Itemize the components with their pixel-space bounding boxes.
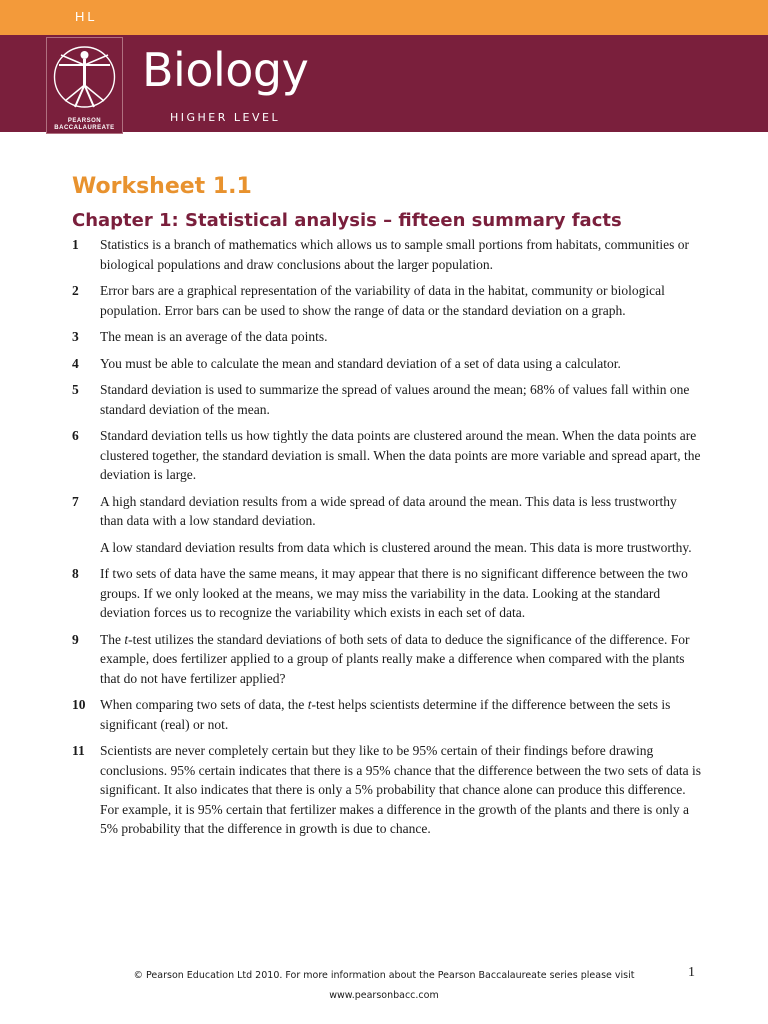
top-accent-bar	[0, 0, 768, 35]
fact-item	[72, 492, 702, 558]
level-tag: HL	[75, 9, 98, 24]
fact-item	[72, 380, 702, 419]
fact-number: 10	[72, 697, 86, 712]
worksheet-title: Worksheet 1.1	[72, 174, 252, 199]
fact-item	[72, 281, 702, 320]
fact-text: Standard deviation tells us how tightly the data points are clustered around the mean. When the data points are clustered together, the standard deviation is small. When the data points are more variable and spread apart, the deviation is large.	[100, 428, 701, 482]
fact-text: Standard deviation is used to summarize the spread of values around the mean; 68% of values fall within one standard deviation of the mean.	[100, 382, 690, 417]
fact-text: Error bars are a graphical representation of the variability of data in the habitat, community or biological population. Error bars can be used to show the range of data or the standard deviation on a graph.	[100, 283, 665, 318]
facts-list	[72, 235, 702, 846]
page-number: 1	[688, 965, 695, 980]
fact-item	[72, 630, 702, 689]
fact-number: 2	[72, 283, 79, 298]
logo-text-pearson: PEARSON	[67, 118, 102, 124]
fact-item	[72, 235, 702, 274]
fact-text: You must be able to calculate the mean and standard deviation of a set of data using a calculator.	[100, 355, 621, 371]
copyright-notice: © Pearson Education Ltd 2010. For more information about the Pearson Baccalaureate series please visit	[133, 970, 635, 981]
fact-number: 5	[72, 382, 79, 397]
fact-number: 3	[72, 329, 79, 344]
fact-number: 11	[72, 743, 85, 758]
fact-number: 8	[72, 566, 79, 581]
footer-website-link[interactable]: www.pearsonbacc.com	[329, 990, 439, 1001]
fact-number: 9	[72, 631, 79, 647]
pearson-baccalaureate-logo	[46, 37, 123, 134]
fact-text-continued: A low standard deviation results from data which is clustered around the mean. This data is more trustworthy.	[100, 539, 692, 555]
footer	[0, 966, 768, 1006]
logo-text-baccalaureate: BACCALAUREATE	[54, 125, 115, 131]
fact-text: When comparing two sets of data, the t-test helps scientists determine if the difference between the sets is significant (real) or not.	[100, 697, 671, 732]
fact-number: 4	[72, 355, 79, 371]
book-title: Biology	[142, 43, 309, 97]
fact-text: The mean is an average of the data points.	[100, 329, 328, 344]
fact-text: If two sets of data have the same means, it may appear that there is no significant difference between the two groups. If we only looked at the means, we may miss the variability in the data. Looking at the standard deviation forces us to recognize the variability which exists in each set of data.	[100, 566, 688, 620]
book-subtitle: HIGHER LEVEL	[170, 111, 281, 124]
chapter-title: Chapter 1: Statistical analysis – fifteen summary facts	[72, 210, 622, 231]
fact-item	[72, 564, 702, 623]
header-banner	[0, 35, 768, 132]
fact-text: The t-test utilizes the standard deviations of both sets of data to deduce the significance of the difference. For example, does fertilizer applied to a group of plants really make a difference when compared with the plants that do not have fertilizer applied?	[100, 631, 690, 686]
fact-number: 7	[72, 493, 79, 509]
fact-text: Scientists are never completely certain but they like to be 95% certain of their findings before drawing conclusions. 95% certain indicates that there is a 95% chance that the difference between the two sets of data is significant. It also indicates that there is only a 5% probability that chance alone can produce this difference. For example, it is 95% certain that fertilizer makes a difference in the growth of the plants and there is only a 5% probability that the difference in growth is due to chance.	[100, 743, 702, 836]
fact-item	[72, 741, 702, 839]
fact-number: 1	[72, 237, 79, 252]
fact-item	[72, 426, 702, 485]
fact-text: A high standard deviation results from a wide spread of data around the mean. This data is less trustworthy than data with a low standard deviation.	[100, 493, 677, 528]
fact-text: Statistics is a branch of mathematics which allows us to sample small portions from habitats, communities or biological populations and draw conclusions about the larger population.	[100, 237, 690, 272]
vitruvian-man-icon	[51, 41, 118, 113]
fact-item	[72, 354, 702, 374]
fact-number: 6	[72, 428, 79, 443]
fact-item	[72, 327, 702, 347]
fact-item	[72, 695, 702, 734]
